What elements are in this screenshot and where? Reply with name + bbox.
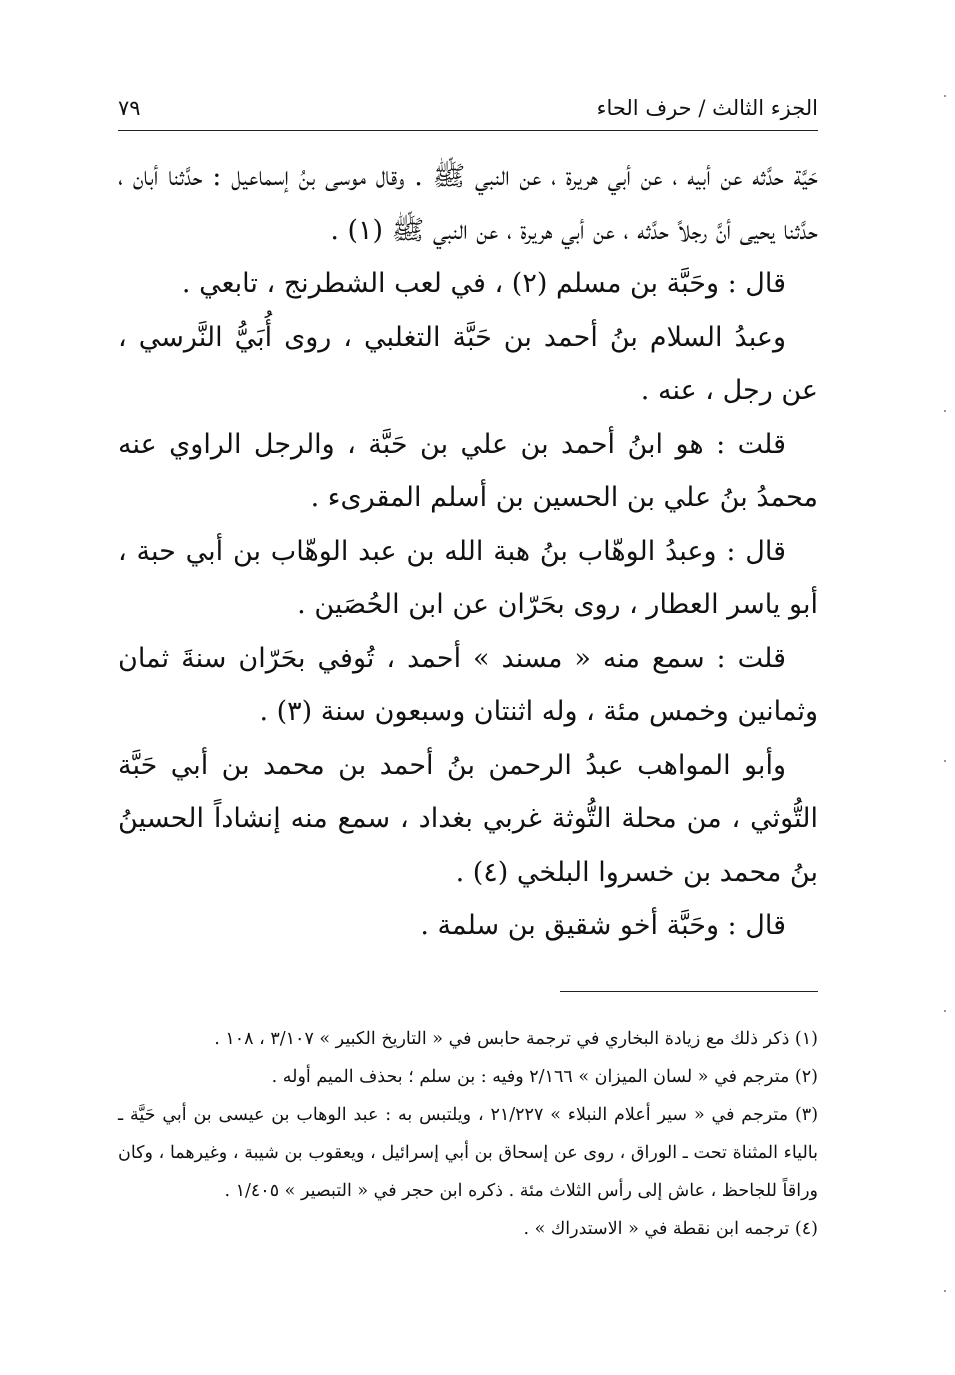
paragraph: قال : وحَبَّة أخو شقيق بن سلمة . xyxy=(420,910,786,941)
running-title: الجزء الثالث / حرف الحاء xyxy=(596,96,818,120)
main-text xyxy=(118,150,818,953)
page-number: ٧٩ xyxy=(118,96,141,120)
paragraph: قلت : سمع منه « مسند » أحمد ، تُوفي بحَرّان سنةَ ثمان وثمانين وخمس مئة ، وله اثنتان وسبعون سنة (٣) . xyxy=(118,642,818,727)
footnote-divider xyxy=(560,991,818,992)
page-header xyxy=(118,88,818,128)
scan-edge-dot xyxy=(944,410,946,412)
paragraph: قال : وعبدُ الوهّاب بنُ هبة الله بن عبد الوهّاب بن أبي حبة ، أبو ياسر العطار ، روى بحَرّان عن ابن الحُصَين . xyxy=(118,535,818,620)
footnotes xyxy=(118,1020,818,1248)
scan-edge-dot xyxy=(944,1010,946,1012)
header-divider xyxy=(118,130,818,131)
scan-edge-dot xyxy=(944,760,946,762)
scan-edge-dot xyxy=(944,95,946,97)
footnote: (١) ذكر ذلك مع زيادة البخاري في ترجمة حابس في « التاريخ الكبير » ٣/١٠٧ ، ١٠٨ . xyxy=(214,1029,818,1049)
paragraph: قال : وحَبَّة بن مسلم (٢) ، في لعب الشطرنج ، تابعي . xyxy=(181,268,786,299)
footnote: (٣) مترجم في « سير أعلام النبلاء » ٢١/٢٢٧ ، ويلتبس به : عبد الوهاب بن عيسى بن أبي حَيَّة ـ بالياء المثناة تحت ـ الوراق ، روى عن إسحاق بن أبي إسرائيل ، ويعقوب بن شيبة ، وغيرهما ، وكان وراقاً للجاحظ ، عاش إلى رأس الثلاث مئة . ذكره ابن حجر في « التبصير » ١/٤٠٥ . xyxy=(118,1105,819,1201)
footnote: (٤) ترجمه ابن نقطة في « الاستدراك » . xyxy=(523,1219,818,1239)
paragraph: قلت : هو ابنُ أحمد بن علي بن حَبَّة ، والرجل الراوي عنه محمدُ بنُ علي بن الحسين بن أسلم المقرىء . xyxy=(118,428,818,513)
paragraph: حَيَّة حدَّثه عن أبيه ، عن أبي هريرة ، عن النبي ﷺ . وقال موسى بنُ إسماعيل : حدَّثنا أبان ، حدَّثنا يحيى أنَّ رجلاً حدَّثه ، عن أبي هريرة ، عن النبي ﷺ (١) . xyxy=(118,161,818,246)
paragraph: وعبدُ السلام بنُ أحمد بن حَبَّة التغلبي ، روى أُبَيُّ النَّرسي ، عن رجل ، عنه . xyxy=(118,321,818,406)
footnote: (٢) مترجم في « لسان الميزان » ٢/١٦٦ وفيه : بن سلم ؛ بحذف الميم أوله . xyxy=(271,1067,818,1087)
paragraph: وأبو المواهب عبدُ الرحمن بنُ أحمد بن محمد بن أبي حَبَّة التُّوثي ، من محلة التُّوثة غربي بغداد ، سمع منه إنشاداً الحسينُ بنُ محمد بن خسروا البلخي (٤) . xyxy=(118,749,818,888)
scan-edge-dot xyxy=(944,1290,946,1292)
